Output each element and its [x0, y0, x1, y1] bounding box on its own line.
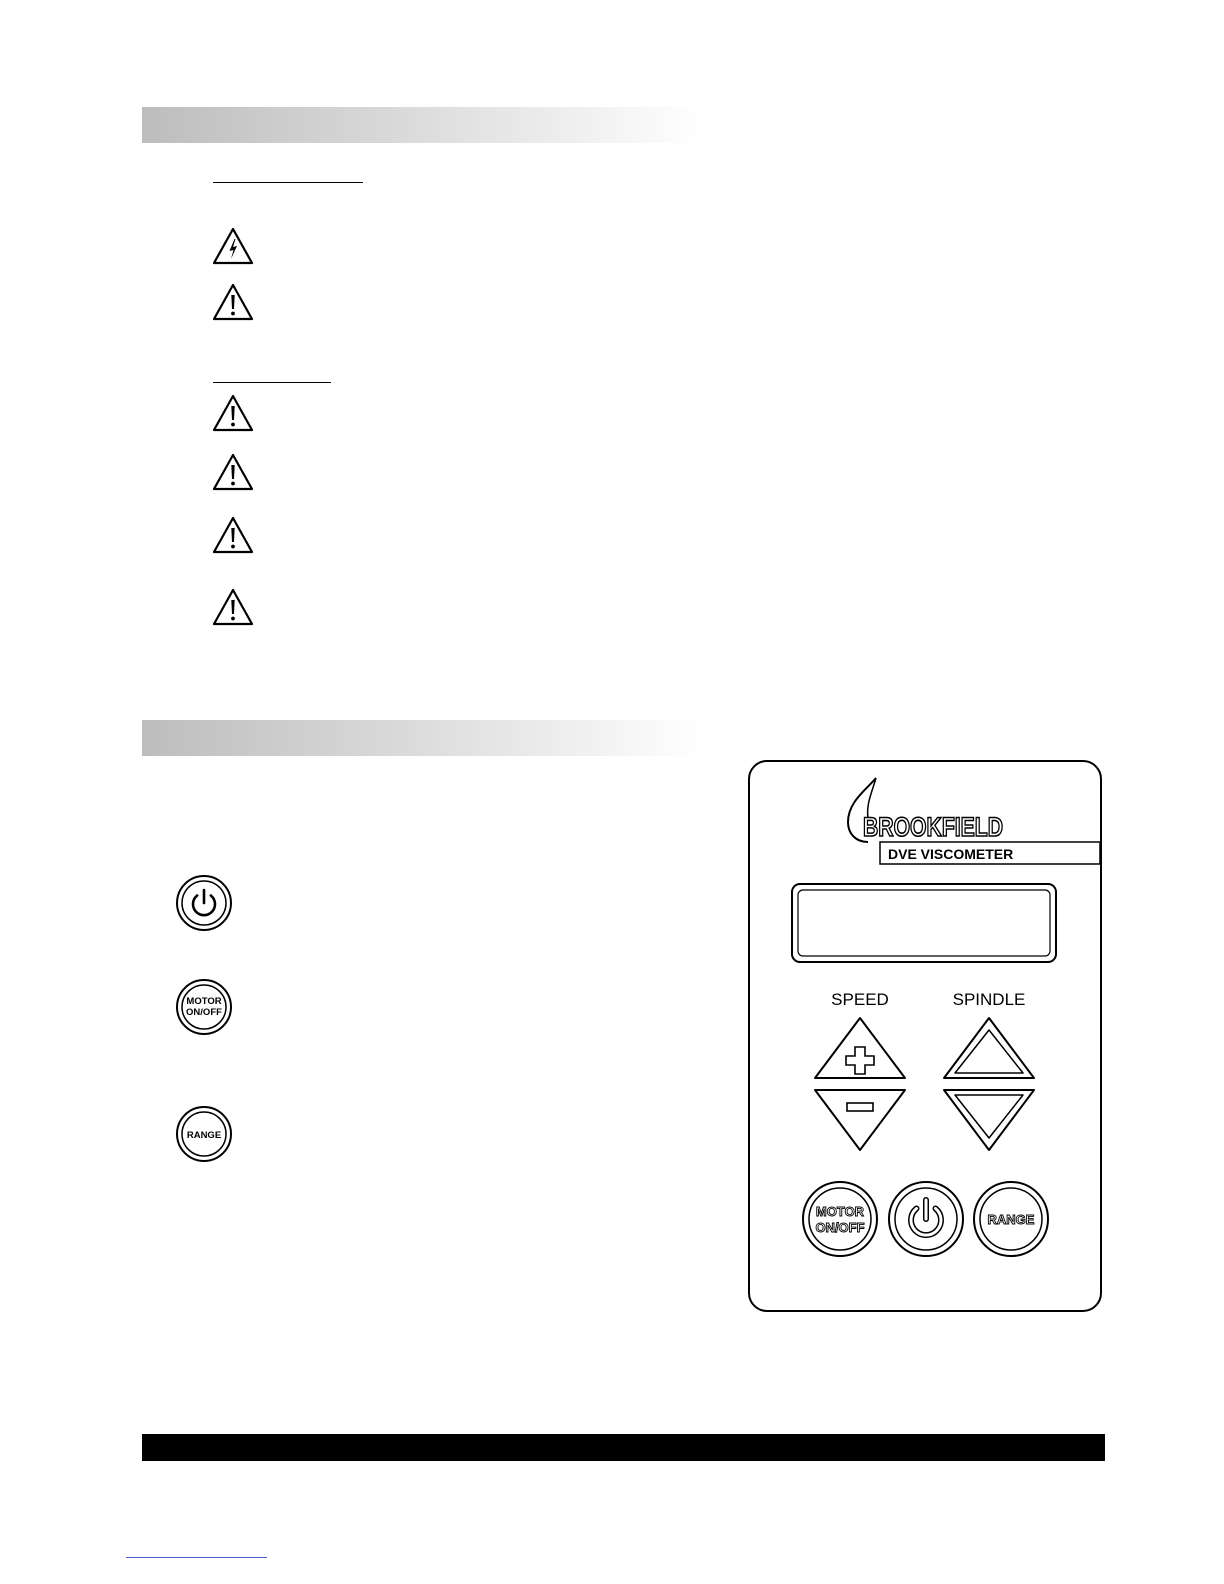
- section-heading-band: [142, 720, 702, 756]
- footer-bar: [142, 1434, 1105, 1461]
- spindle-label: SPINDLE: [952, 990, 1026, 1009]
- motor-button-line1: MOTOR: [815, 1204, 865, 1219]
- power-key-icon: [175, 874, 233, 932]
- key-icon-motor-line1: MOTOR: [186, 996, 222, 1007]
- brand-name: BROOKFIELD: [863, 812, 1003, 842]
- warning-triangle-icon: [211, 515, 255, 555]
- model-label: DVE VISCOMETER: [888, 846, 1014, 862]
- key-icon-motor-line2: ON/OFF: [186, 1007, 222, 1018]
- motor-button-line2: ON/OFF: [815, 1220, 865, 1235]
- key-icon-range-label: RANGE: [186, 1130, 222, 1141]
- range-button-label: RANGE: [987, 1212, 1035, 1227]
- motor-on-off-button[interactable]: [803, 1182, 877, 1256]
- electrical-hazard-icon: [211, 226, 255, 266]
- warning-triangle-icon: [211, 587, 255, 627]
- motor-on-off-key-icon: [175, 978, 233, 1036]
- warning-triangle-icon: [211, 282, 255, 322]
- range-button[interactable]: [974, 1182, 1048, 1256]
- speed-label: SPEED: [831, 990, 889, 1009]
- warning-triangle-icon: [211, 393, 255, 433]
- footer-link-underline[interactable]: [126, 1557, 267, 1558]
- viscometer-keypad-panel: [748, 760, 1102, 1312]
- power-button[interactable]: [889, 1182, 963, 1256]
- warning-triangle-icon: [211, 452, 255, 492]
- section-heading-band: [142, 107, 702, 143]
- range-key-icon: [175, 1105, 233, 1163]
- minus-icon: [847, 1103, 873, 1111]
- subheading-underline: [213, 182, 363, 183]
- subheading-underline: [213, 382, 331, 383]
